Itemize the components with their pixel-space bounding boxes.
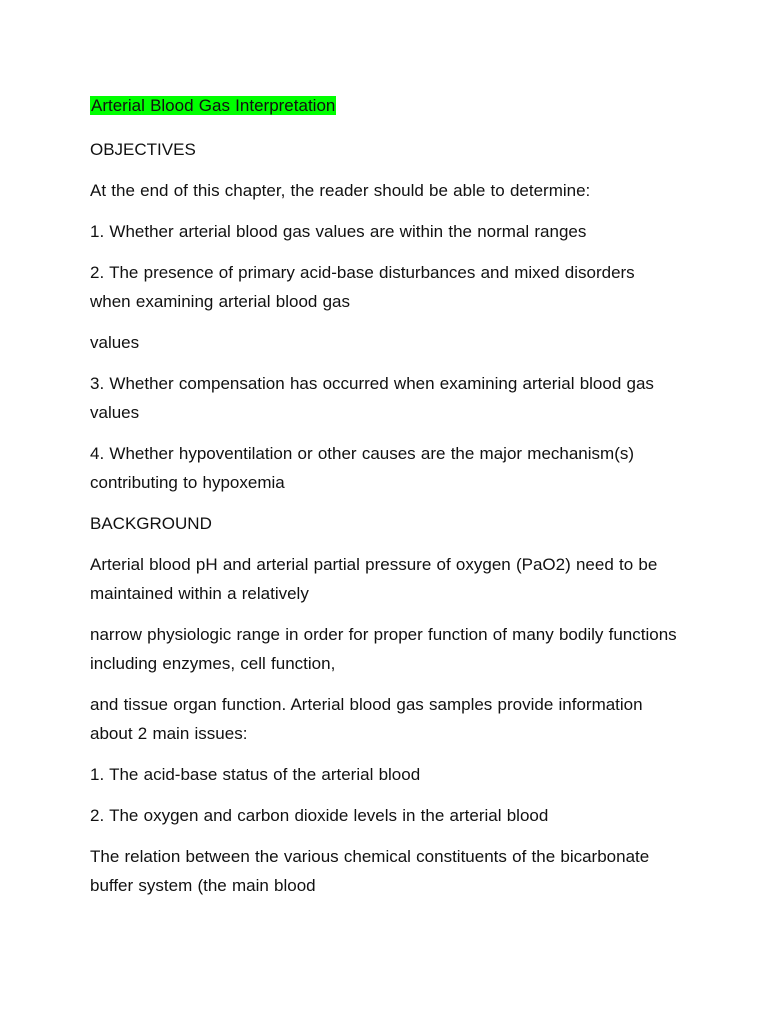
document-title: [90, 93, 680, 119]
list-item-objective-3: 3. Whether compensation has occurred when examining arterial blood gas values: [90, 374, 654, 422]
list-item-objective-1: 1. Whether arterial blood gas values are within the normal ranges: [90, 222, 587, 241]
paragraph-background-1: Arterial blood pH and arterial partial pressure of oxygen (PaO2) need to be maintained within a relatively: [90, 555, 658, 603]
document-body: [90, 93, 680, 912]
title-highlight: Arterial Blood Gas Interpretation: [91, 96, 336, 115]
paragraph-relation: The relation between the various chemical constituents of the bicarbonate buffer system (the main blood: [90, 847, 650, 895]
paragraph-background-2: narrow physiologic range in order for proper function of many bodily functions including enzymes, cell function,: [90, 625, 677, 673]
heading-objectives: OBJECTIVES: [90, 140, 196, 159]
paragraph-values: values: [90, 333, 140, 352]
list-item-objective-4: 4. Whether hypoventilation or other causes are the major mechanism(s) contributing to hypoxemia: [90, 444, 635, 492]
list-item-issue-2: 2. The oxygen and carbon dioxide levels in the arterial blood: [90, 806, 549, 825]
paragraph-intro: At the end of this chapter, the reader should be able to determine:: [90, 181, 591, 200]
list-item-issue-1: 1. The acid-base status of the arterial blood: [90, 765, 421, 784]
list-item-objective-2: 2. The presence of primary acid-base disturbances and mixed disorders when examining arterial blood gas: [90, 263, 635, 311]
paragraph-background-3: and tissue organ function. Arterial blood gas samples provide information about 2 main issues:: [90, 695, 643, 743]
heading-background: BACKGROUND: [90, 514, 212, 533]
